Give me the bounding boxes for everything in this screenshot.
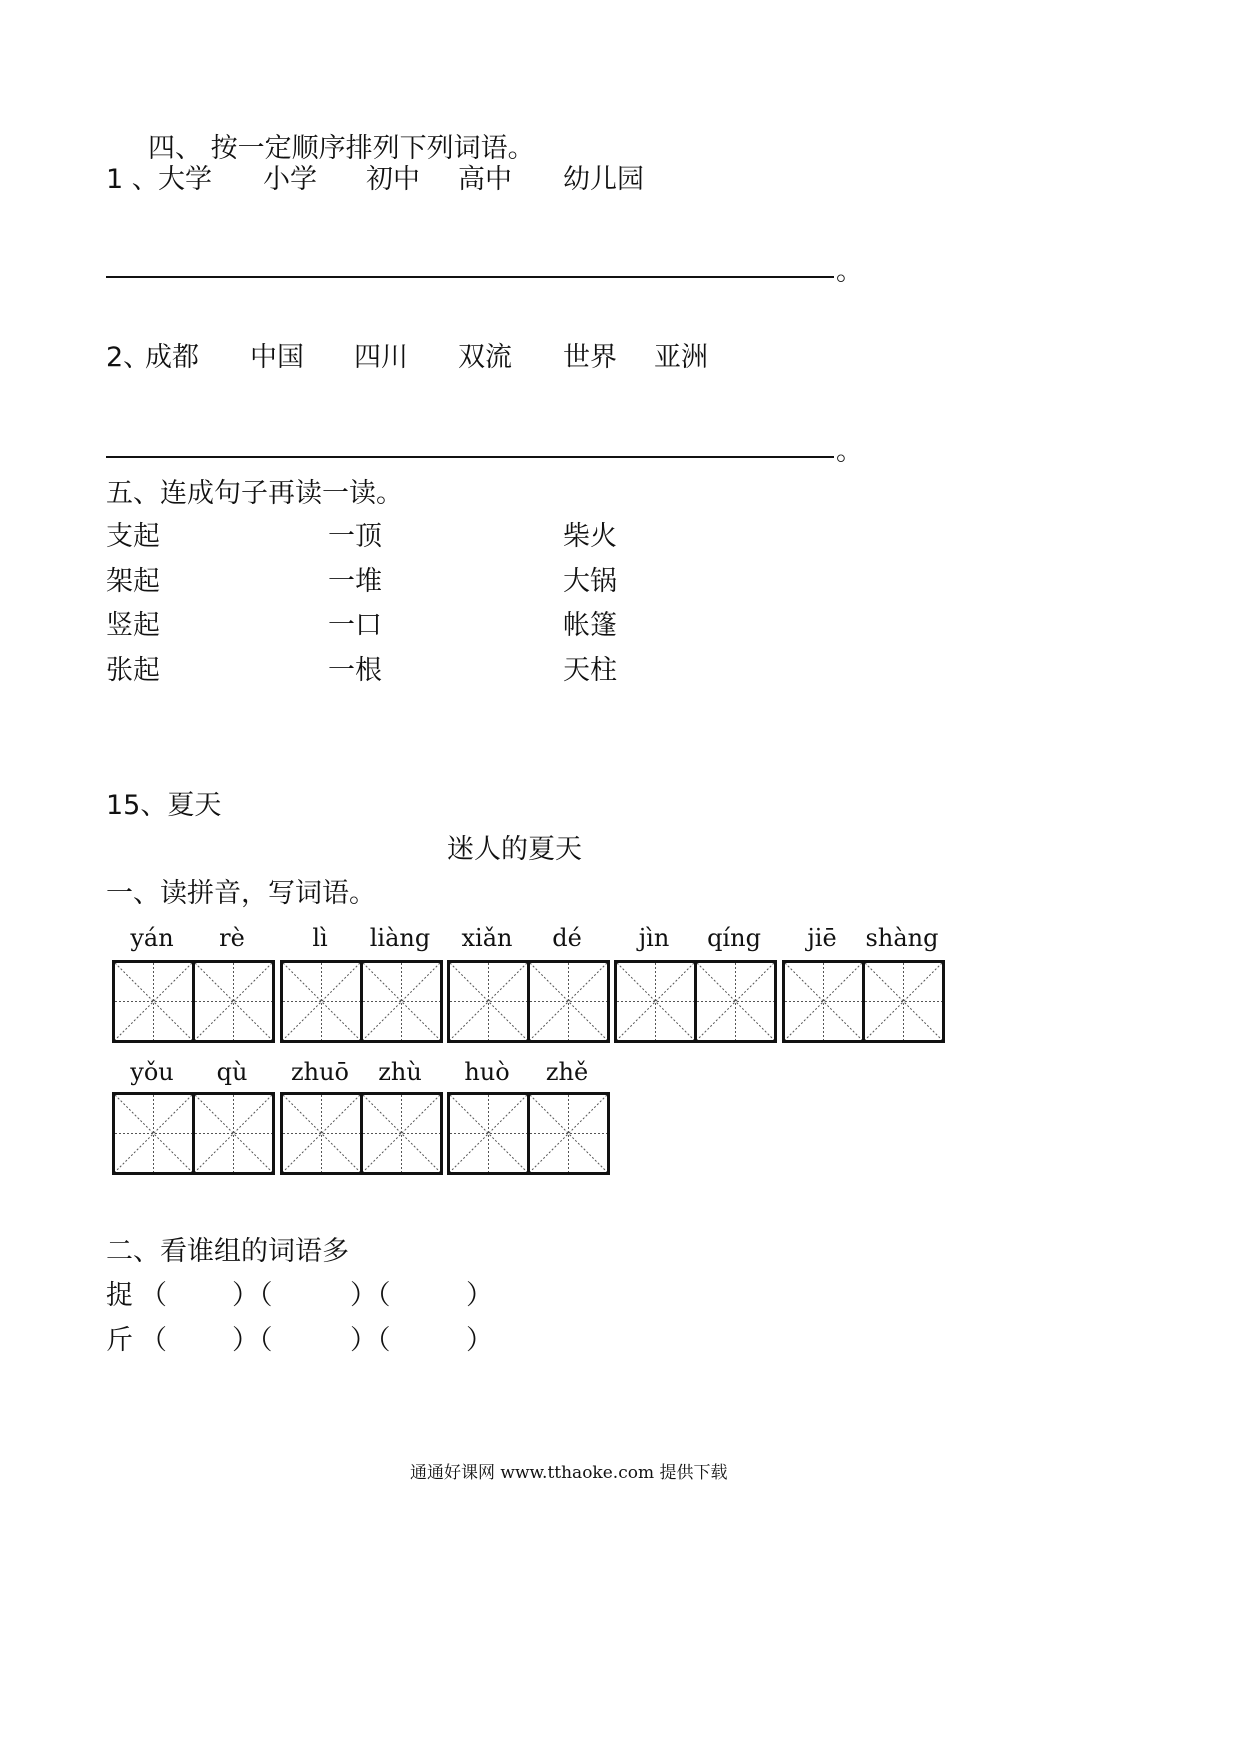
blank-paren[interactable]: ）（: [232, 1280, 273, 1311]
blank-paren[interactable]: ）（: [350, 1280, 391, 1311]
q2-number: 2、: [106, 342, 151, 373]
writing-cell[interactable]: [192, 1092, 275, 1175]
writing-cell[interactable]: [527, 960, 610, 1043]
character-grid-pair: [280, 1092, 443, 1175]
match-col3-item[interactable]: 柴火: [563, 521, 617, 552]
pinyin-label: zhù: [378, 1058, 422, 1086]
lesson-title: 迷人的夏天: [447, 834, 582, 865]
match-col1-item[interactable]: 支起: [106, 521, 160, 552]
blank-paren[interactable]: ）: [466, 1280, 493, 1311]
part2-char: 捉: [106, 1280, 133, 1311]
q1-number: 1 、: [106, 164, 159, 195]
q1-word: 大学: [158, 164, 212, 195]
q2-word: 双流: [458, 342, 512, 373]
character-grid-pair: [112, 1092, 275, 1175]
part2-title: 二、看谁组的词语多: [106, 1236, 349, 1267]
writing-cell[interactable]: [360, 960, 443, 1043]
q2-answer-line[interactable]: [106, 456, 834, 458]
pinyin-label: lì: [312, 924, 328, 952]
writing-cell[interactable]: [280, 960, 363, 1043]
blank-paren[interactable]: （: [140, 1325, 167, 1356]
writing-cell[interactable]: [527, 1092, 610, 1175]
match-col2-item[interactable]: 一顶: [328, 521, 382, 552]
pinyin-label: qíng: [707, 924, 761, 952]
match-col3-item[interactable]: 天柱: [563, 655, 617, 686]
q1-word: 幼儿园: [563, 164, 644, 195]
q1-end-mark: 。: [836, 256, 863, 287]
match-col2-item[interactable]: 一堆: [328, 566, 382, 597]
writing-cell[interactable]: [694, 960, 777, 1043]
footer-text: 通通好课网 www.tthaoke.com 提供下载: [410, 1463, 728, 1483]
match-col2-item[interactable]: 一根: [328, 655, 382, 686]
pinyin-label: liàng: [369, 924, 431, 952]
writing-cell[interactable]: [192, 960, 275, 1043]
pinyin-label: yán: [130, 924, 174, 952]
writing-cell[interactable]: [447, 960, 530, 1043]
character-grid-pair: [280, 960, 443, 1043]
pinyin-label: xiǎn: [461, 924, 513, 952]
writing-cell[interactable]: [614, 960, 697, 1043]
blank-paren[interactable]: ）: [466, 1325, 493, 1356]
q2-word: 四川: [354, 342, 408, 373]
match-col1-item[interactable]: 竖起: [106, 610, 160, 641]
character-grid-pair: [112, 960, 275, 1043]
pinyin-label: shàng: [865, 924, 939, 952]
match-col3-item[interactable]: 帐篷: [563, 610, 617, 641]
match-col1-item[interactable]: 张起: [106, 655, 160, 686]
character-grid-pair: [614, 960, 777, 1043]
pinyin-label: qù: [216, 1058, 248, 1086]
pinyin-label: jiē: [807, 924, 837, 952]
pinyin-label: dé: [552, 924, 582, 952]
match-col3-item[interactable]: 大锅: [563, 566, 617, 597]
q1-word: 初中: [366, 164, 420, 195]
character-grid-pair: [447, 960, 610, 1043]
writing-cell[interactable]: [112, 1092, 195, 1175]
character-grid-pair: [782, 960, 945, 1043]
section4-title: 四、 按一定顺序排列下列词语。: [148, 133, 535, 164]
pinyin-label: yǒu: [130, 1058, 174, 1086]
lesson-number: 15、夏天: [106, 790, 222, 821]
writing-cell[interactable]: [782, 960, 865, 1043]
pinyin-label: huò: [464, 1058, 510, 1086]
match-col1-item[interactable]: 架起: [106, 566, 160, 597]
writing-cell[interactable]: [862, 960, 945, 1043]
writing-cell[interactable]: [360, 1092, 443, 1175]
q1-answer-line[interactable]: [106, 276, 834, 278]
writing-cell[interactable]: [112, 960, 195, 1043]
pinyin-label: zhě: [545, 1058, 589, 1086]
writing-cell[interactable]: [447, 1092, 530, 1175]
blank-paren[interactable]: ）（: [232, 1325, 273, 1356]
q2-word: 中国: [250, 342, 304, 373]
blank-paren[interactable]: ）（: [350, 1325, 391, 1356]
part1-title: 一、读拼音，写词语。: [106, 878, 376, 909]
q2-word: 亚洲: [654, 342, 708, 373]
writing-cell[interactable]: [280, 1092, 363, 1175]
q2-word: 成都: [145, 342, 199, 373]
q1-word: 小学: [263, 164, 317, 195]
pinyin-label: rè: [219, 924, 245, 952]
section5-title: 五、连成句子再读一读。: [106, 478, 403, 509]
pinyin-label: zhuō: [290, 1058, 350, 1086]
character-grid-pair: [447, 1092, 610, 1175]
q2-word: 世界: [563, 342, 617, 373]
q2-end-mark: 。: [836, 436, 863, 467]
q1-word: 高中: [458, 164, 512, 195]
part2-char: 斤: [106, 1325, 133, 1356]
blank-paren[interactable]: （: [140, 1280, 167, 1311]
match-col2-item[interactable]: 一口: [328, 610, 382, 641]
pinyin-label: jìn: [638, 924, 670, 952]
